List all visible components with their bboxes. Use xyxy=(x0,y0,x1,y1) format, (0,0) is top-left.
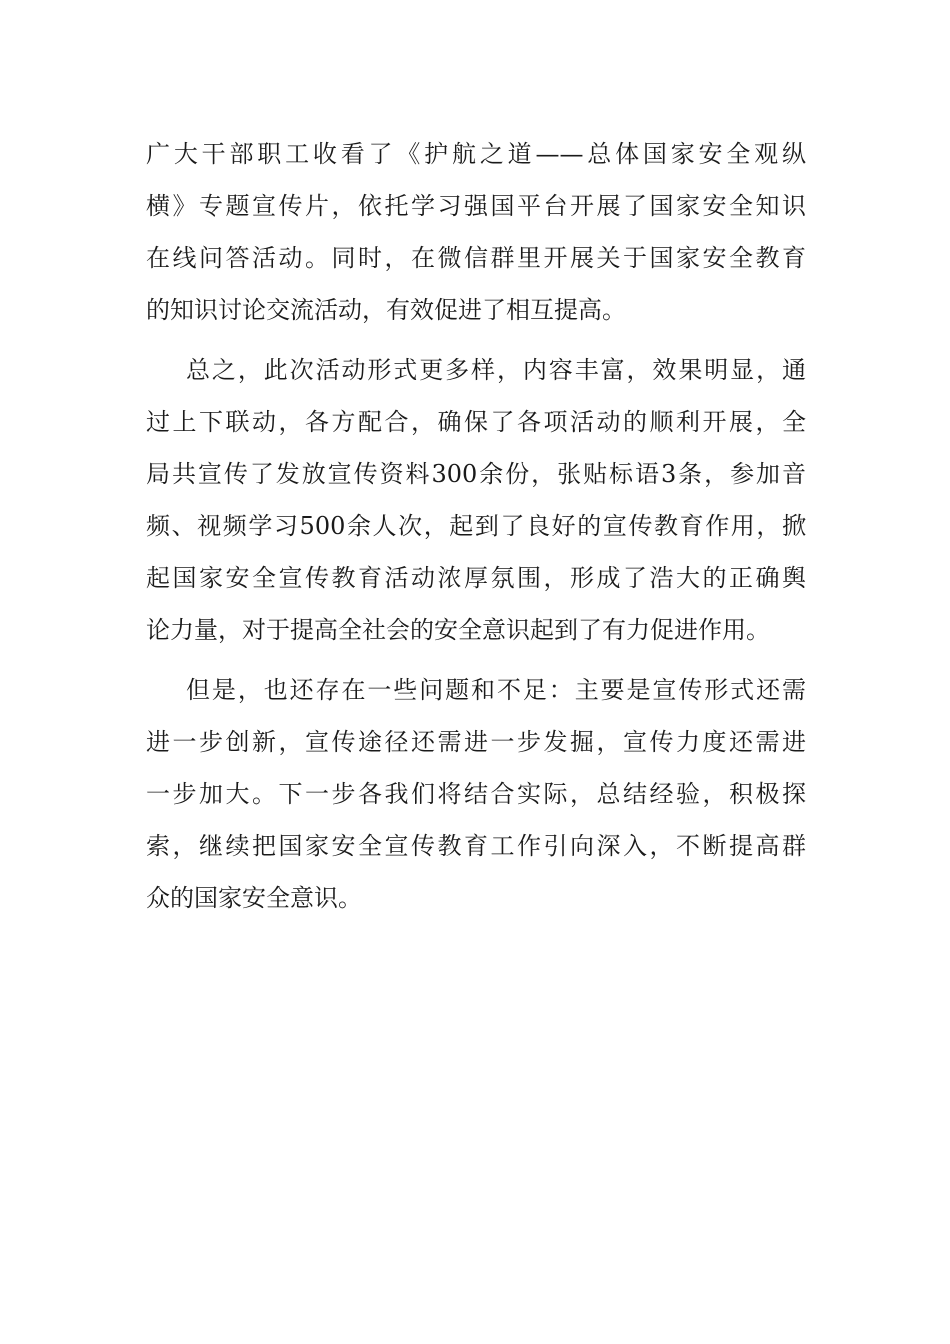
text-line: 频、视频学习500余人次，起到了良好的宣传教育作用，掀 xyxy=(146,512,806,540)
text-line: 总之，此次活动形式更多样，内容丰富，效果明显，通 xyxy=(186,356,806,384)
text-line: 过上下联动，各方配合，确保了各项活动的顺利开展，全 xyxy=(146,408,806,436)
paragraph-3 xyxy=(146,664,806,924)
paragraph-2 xyxy=(146,344,806,656)
text-line: 局共宣传了发放宣传资料300余份，张贴标语3条，参加音 xyxy=(146,460,806,488)
paragraph-1 xyxy=(146,128,806,336)
text-line: 论力量，对于提高全社会的安全意识起到了有力促进作用。 xyxy=(146,616,770,644)
text-line: 但是，也还存在一些问题和不足：主要是宣传形式还需 xyxy=(186,676,806,704)
document-body xyxy=(146,128,806,932)
text-line: 广大干部职工收看了《护航之道——总体国家安全观纵 xyxy=(146,140,806,168)
text-line: 一步加大。下一步各我们将结合实际，总结经验，积极探 xyxy=(146,780,806,808)
text-line: 在线问答活动。同时，在微信群里开展关于国家安全教育 xyxy=(146,244,806,272)
text-line: 进一步创新，宣传途径还需进一步发掘，宣传力度还需进 xyxy=(146,728,806,756)
text-line: 横》专题宣传片，依托学习强国平台开展了国家安全知识 xyxy=(146,192,806,220)
text-line: 的知识讨论交流活动，有效促进了相互提高。 xyxy=(146,296,626,324)
text-line: 众的国家安全意识。 xyxy=(146,884,362,912)
text-line: 索，继续把国家安全宣传教育工作引向深入，不断提高群 xyxy=(146,832,806,860)
text-line: 起国家安全宣传教育活动浓厚氛围，形成了浩大的正确舆 xyxy=(146,564,806,592)
